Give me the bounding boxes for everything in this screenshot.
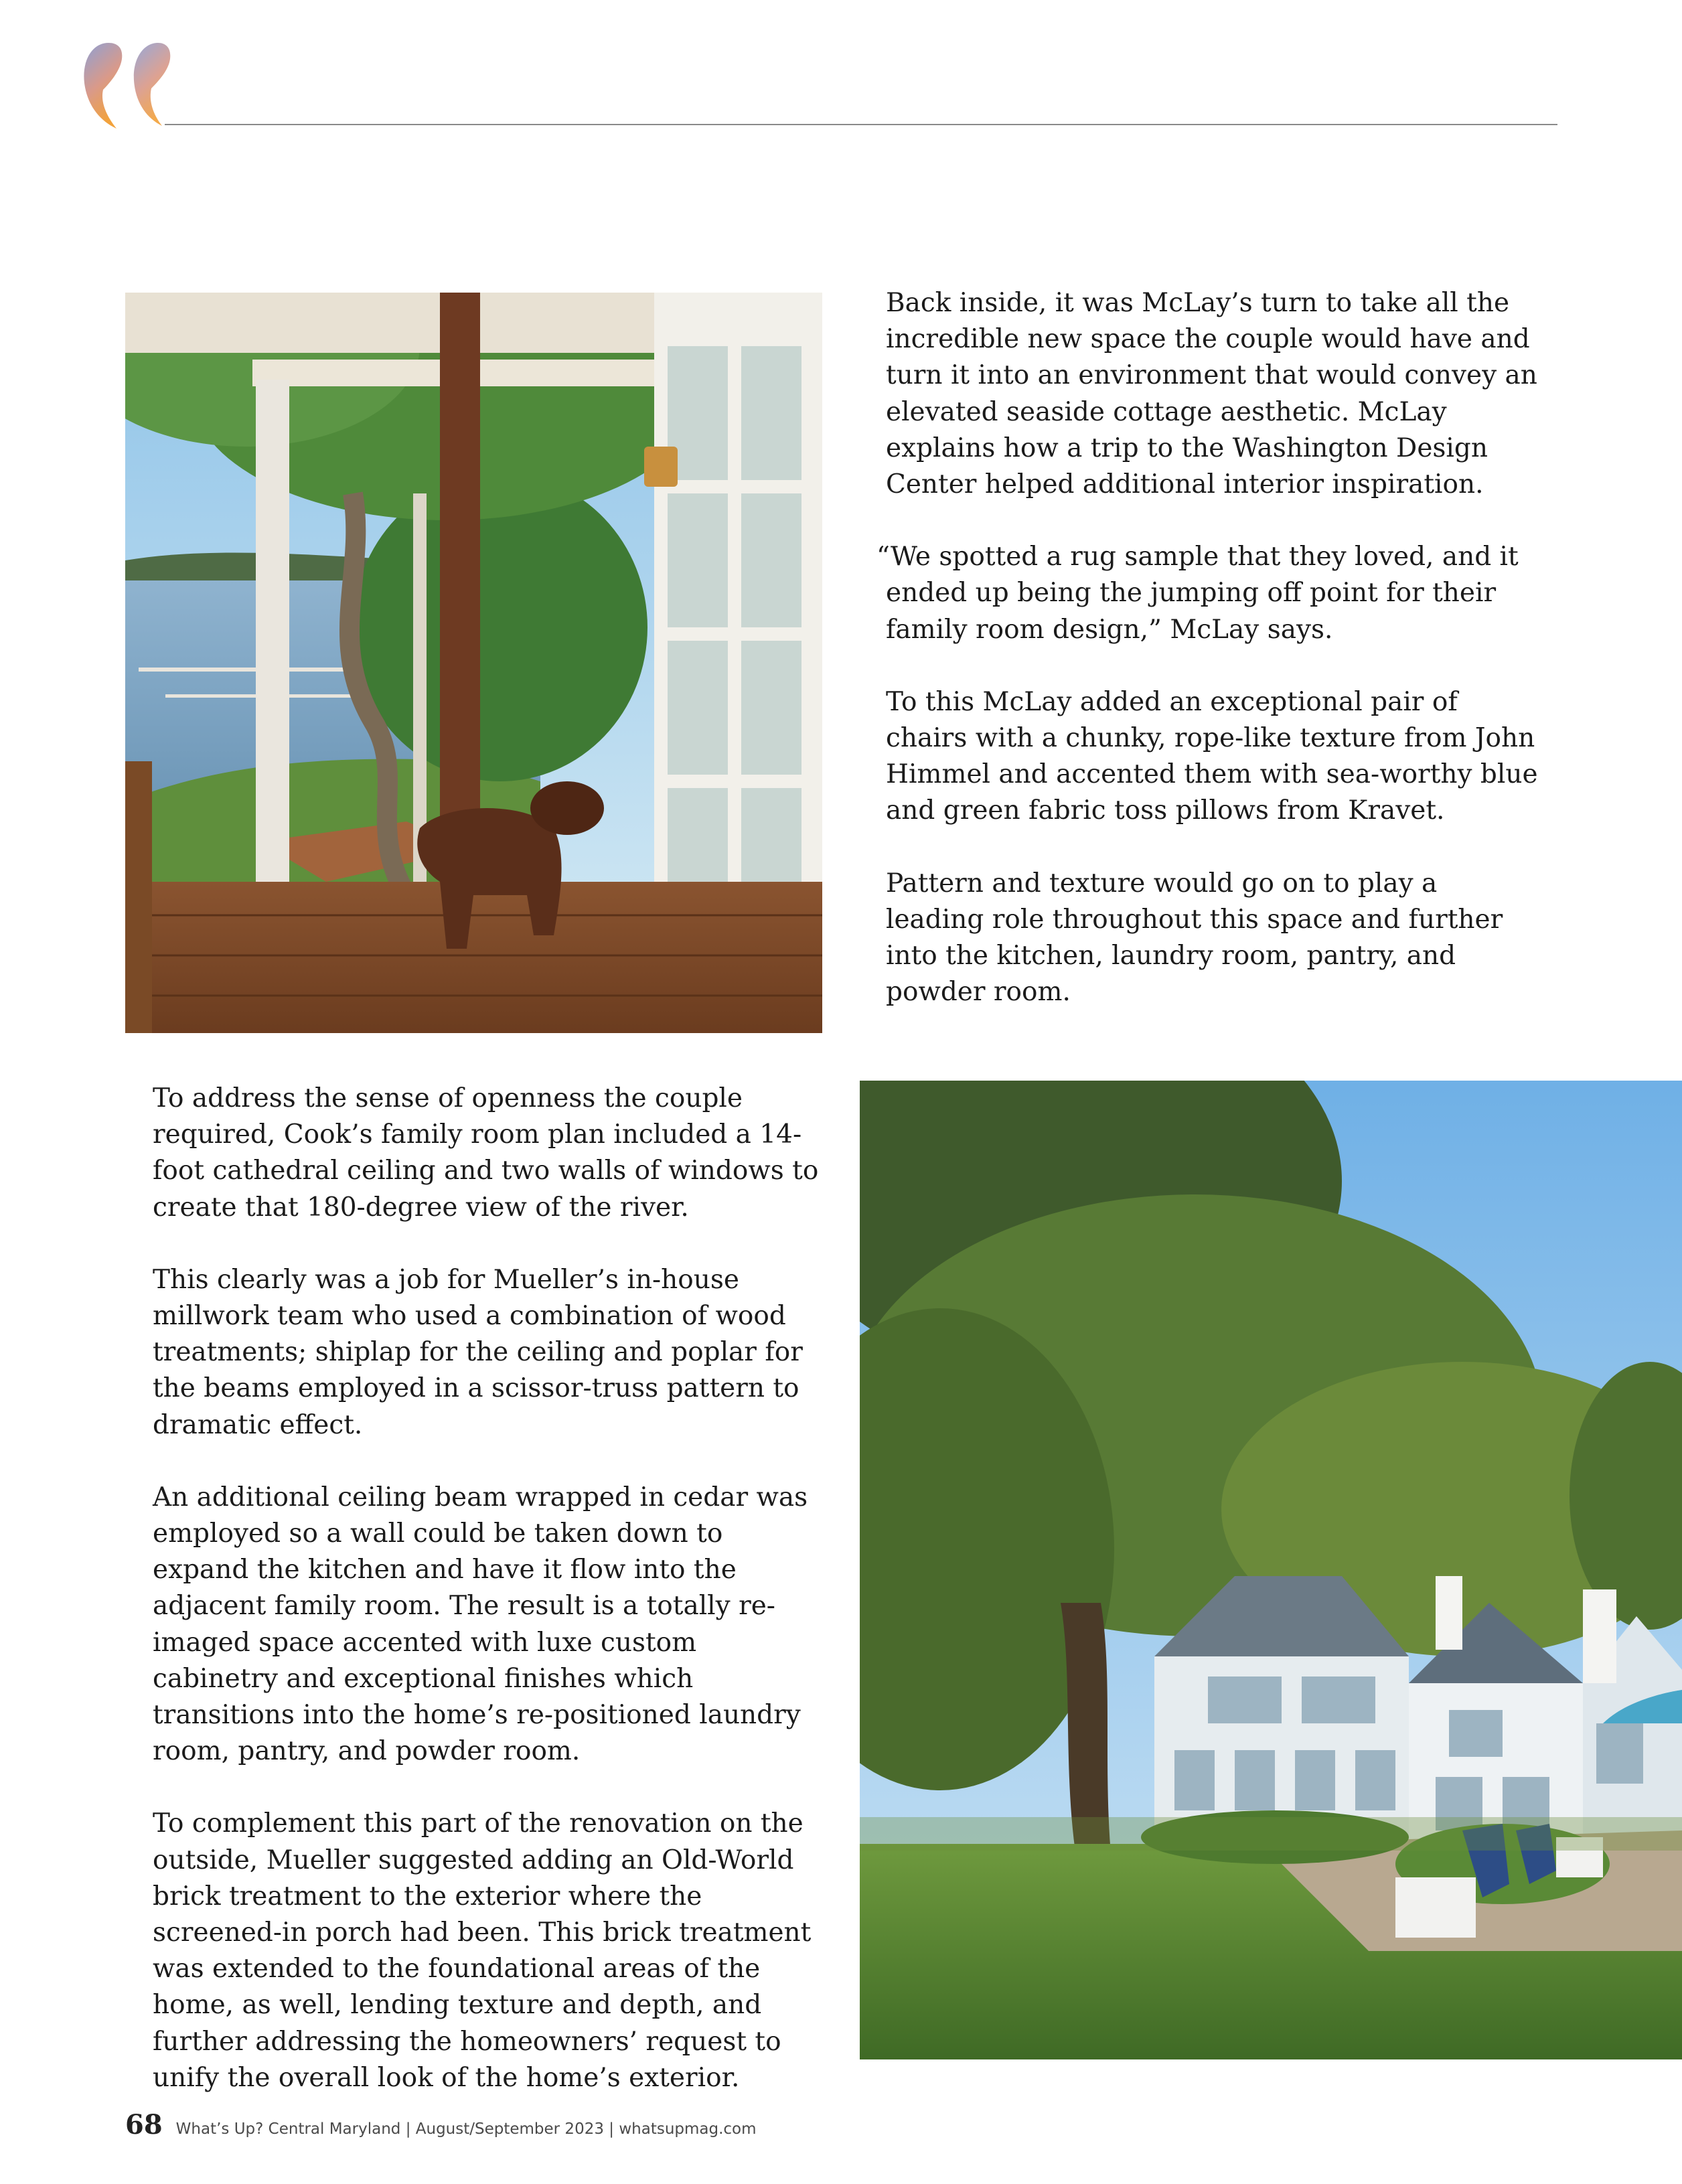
header-rule	[165, 124, 1557, 125]
publication-info: What’s Up? Central Maryland | August/September 2023 | whatsupmag.com	[175, 2120, 757, 2138]
left-text-column	[153, 1081, 822, 2132]
paragraph: This clearly was a job for Mueller’s in-house millwork team who used a combination of wood treatments; shiplap for the ceiling and poplar for the beams employed in a scissor-truss pattern to dramatic effect.	[153, 1264, 803, 1440]
paragraph: Back inside, it was McLay’s turn to take all the incredible new space the couple would have and turn it into an environment that would convey an elevated seaside cottage aesthetic. McLay explains how a trip to the Washington Design Center helped additional interior inspiration.	[886, 288, 1537, 500]
paragraph: To complement this part of the renovation on the outside, Mueller suggested adding an Old-World brick treatment to the exterior where the screened-in porch had been. This brick treatment was extended to the foundational areas of the home, as well, lending texture and depth, and further addressing the homeowners’ request to unify the overall look of the home’s exterior.	[153, 1808, 812, 2093]
paragraph: To address the sense of openness the couple required, Cook’s family room plan included a 14-foot cathedral ceiling and two walls of windows to create that 180-degree view of the river.	[153, 1083, 819, 1223]
page-footer	[125, 2109, 757, 2140]
quotation-mark-icon	[79, 40, 179, 134]
paragraph: An additional ceiling beam wrapped in cedar was employed so a wall could be taken down to expand the kitchen and have it flow into the adjacent family room. The result is a totally re-imaged space accented with luxe custom cabinetry and exceptional finishes which transitions into the home’s re-positioned laundry room, pantry, and powder room.	[153, 1482, 808, 1767]
right-text-column	[876, 285, 1542, 1046]
porch-photo	[125, 293, 822, 1033]
house-exterior-photo	[860, 1081, 1682, 2059]
paragraph: Pattern and texture would go on to play a leading role throughout this space and further into the kitchen, laundry room, pantry, and powder room.	[886, 868, 1503, 1008]
paragraph: To this McLay added an exceptional pair of chairs with a chunky, rope-like texture from John Himmel and accented them with sea-worthy blue and green fabric toss pillows from Kravet.	[886, 686, 1538, 826]
paragraph-quote: “We spotted a rug sample that they loved, and it ended up being the jumping off point for their family room design,” McLay says.	[876, 542, 1519, 645]
page-number: 68	[125, 2109, 163, 2140]
